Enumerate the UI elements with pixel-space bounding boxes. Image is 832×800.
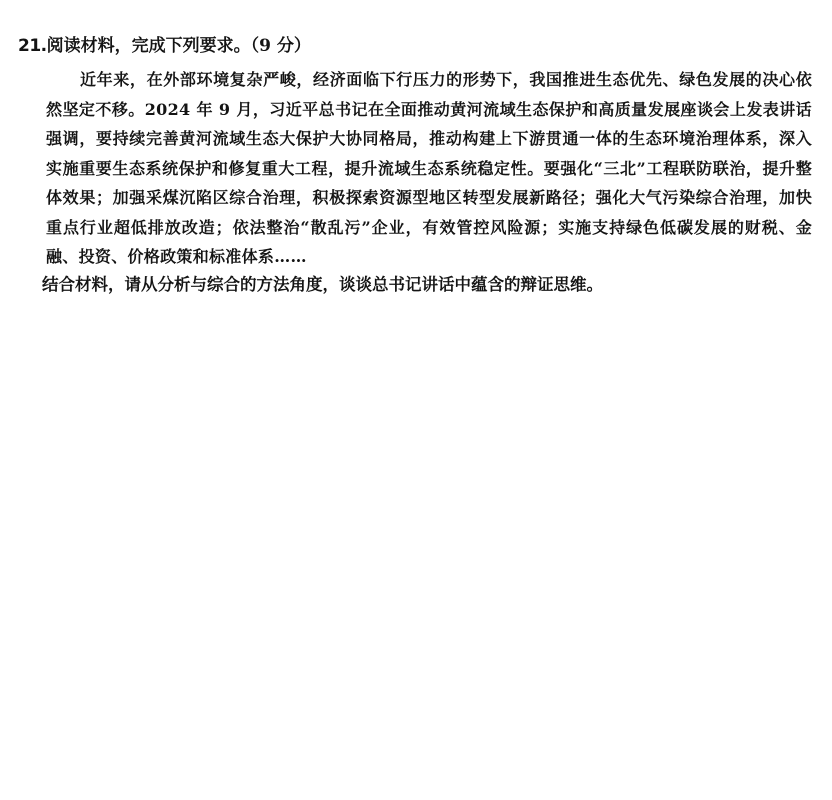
material-paragraph: 近年来，在外部环境复杂严峻，经济面临下行压力的形势下，我国推进生态优先、绿色发展的决心依然坚定不移。2024 年 9 月，习近平总书记在全面推动黄河流域生态保护和高质量发展座谈会上发表讲话强调，要持续完善黄河流域生态大保护大协同格局，推动构建上下游贯通一体的生态环境治理体系，深入实施重要生态系统保护和修复重大工程，提升流域生态系统稳定性。要强化“三北”工程联防联治，提升整体效果；加强采煤沉陷区综合治理，积极探索资源型地区转型发展新路径；强化大气污染综合治理，加快重点行业超低排放改造；依法整治“散乱污”企业，有效管控风险源；实施支持绿色低碳发展的财税、金融、投资、价格政策和标准体系…… bbox=[46, 70, 812, 266]
question-number: 21. bbox=[18, 36, 47, 56]
question-task: 结合材料，请从分析与综合的方法角度，谈谈总书记讲话中蕴含的辩证思维。 bbox=[42, 274, 603, 294]
question-header bbox=[18, 34, 812, 58]
question-21 bbox=[18, 34, 812, 299]
question-prompt: 阅读材料，完成下列要求。 bbox=[46, 36, 251, 56]
question-points: （9 分） bbox=[250, 36, 311, 56]
